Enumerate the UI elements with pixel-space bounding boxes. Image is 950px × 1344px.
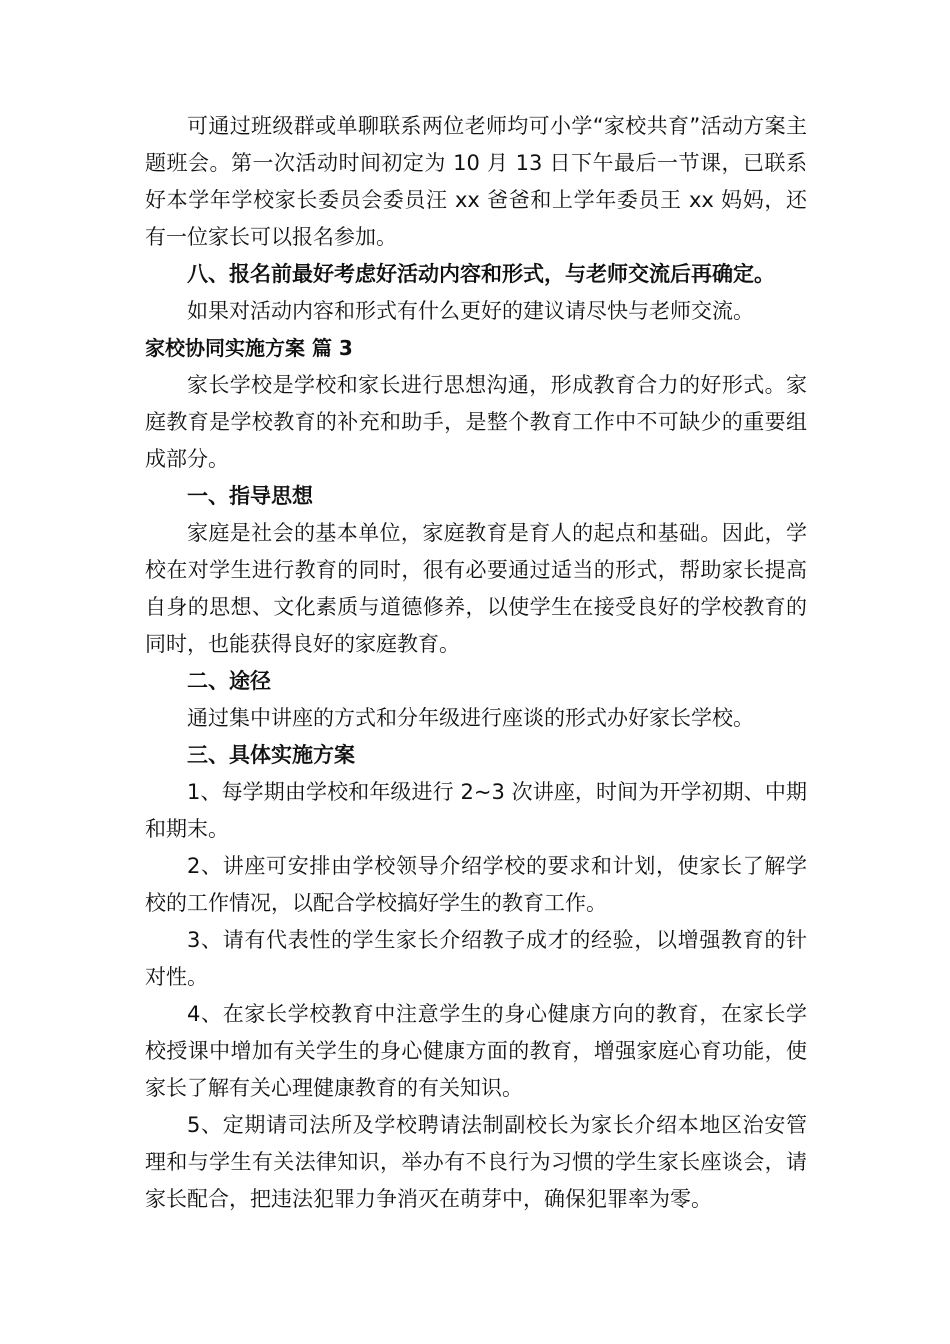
document-title-part-3: 家校协同实施方案 篇 3	[145, 336, 353, 360]
document-page	[145, 108, 807, 1218]
heading-approach: 二、途径	[187, 669, 271, 693]
heading-guiding-thought: 一、指导思想	[187, 484, 313, 508]
list-item-5: 5、定期请司法所及学校聘请法制副校长为家长介绍本地区治安管理和与学生有关法律知识，举办有不良行为习惯的学生家长座谈会，请家长配合，把违法犯罪力争消灭在萌芽中，确保犯罪率为零。	[145, 1113, 807, 1211]
list-item-2: 2、讲座可安排由学校领导介绍学校的要求和计划，使家长了解学校的工作情况，以配合学校搞好学生的教育工作。	[145, 854, 807, 915]
list-item-4: 4、在家长学校教育中注意学生的身心健康方向的教育，在家长学校授课中增加有关学生的身心健康方面的教育，增强家庭心育功能，使家长了解有关心理健康教育的有关知识。	[145, 1002, 807, 1100]
heading-section-eight: 八、报名前最好考虑好活动内容和形式，与老师交流后再确定。	[187, 262, 775, 286]
paragraph-parent-school-intro: 家长学校是学校和家长进行思想沟通，形成教育合力的好形式。家庭教育是学校教育的补充和助手，是整个教育工作中不可缺少的重要组成部分。	[145, 373, 807, 471]
paragraph-activity-contact: 可通过班级群或单聊联系两位老师均可小学“家校共育”活动方案主题班会。第一次活动时间初定为 10 月 13 日下午最后一节课，已联系好本学年学校家长委员会委员汪 xx 爸爸和上学年委员王 xx 妈妈，还有一位家长可以报名参加。	[145, 114, 807, 249]
paragraph-guiding-thought: 家庭是社会的基本单位，家庭教育是育人的起点和基础。因此，学校在对学生进行教育的同时，很有必要通过适当的形式，帮助家长提高自身的思想、文化素质与道德修养，以使学生在接受良好的学校教育的同时，也能获得良好的家庭教育。	[145, 521, 807, 656]
list-item-3: 3、请有代表性的学生家长介绍教子成才的经验，以增强教育的针对性。	[145, 928, 807, 989]
heading-implementation: 三、具体实施方案	[187, 743, 355, 767]
list-item-1: 1、每学期由学校和年级进行 2~3 次讲座，时间为开学初期、中期和期末。	[145, 780, 807, 841]
paragraph-suggestion: 如果对活动内容和形式有什么更好的建议请尽快与老师交流。	[187, 299, 754, 323]
paragraph-approach: 通过集中讲座的方式和分年级进行座谈的形式办好家长学校。	[187, 706, 754, 730]
